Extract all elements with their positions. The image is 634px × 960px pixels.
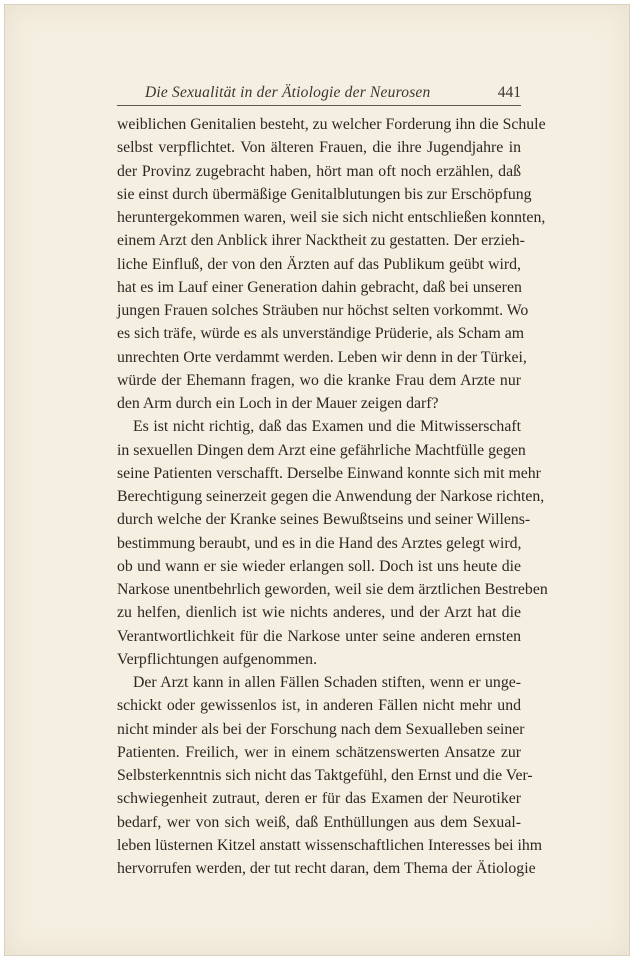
- text-line: hervorrufen werden, der tut recht daran, dem Thema der Ätiologie: [117, 860, 536, 877]
- text-line: Es ist nicht richtig, daß das Examen und die Mitwisserschaft: [133, 418, 521, 436]
- text-line: jungen Frauen solches Sträuben nur höchst selten vorkommt. Wo: [117, 302, 529, 319]
- text-line: schwiegenheit zutraut, deren er für das Examen der Neurotiker: [117, 790, 521, 808]
- body-text: [117, 113, 548, 880]
- page-number: 441: [497, 84, 521, 101]
- text-line: unrechten Orte verdammt werden. Leben wir denn in der Türkei,: [117, 348, 527, 366]
- text-line: zu helfen, dienlich ist wie nichts anderes, und der Arzt hat die: [117, 604, 521, 622]
- text-line: hat es im Lauf einer Generation dahin gebracht, daß bei unseren: [117, 278, 522, 296]
- text-line: Verantwortlichkeit für die Narkose unter seine anderen ernsten: [117, 627, 521, 645]
- text-line: es sich träfe, würde es als unverständige Prüderie, als Scham am: [117, 325, 525, 343]
- running-head: [117, 83, 521, 106]
- text-line: selbst verpflichtet. Von älteren Frauen, die ihre Jugendjahre in: [117, 139, 521, 157]
- text-line: würde der Ehemann fragen, wo die kranke Frau dem Arzte nur: [117, 371, 521, 389]
- text-line: durch welche der Kranke seines Bewußtseins und seiner Willens-: [117, 511, 531, 529]
- text-line: den Arm durch ein Loch in der Mauer zeigen darf?: [117, 395, 439, 412]
- text-line: in sexuellen Dingen dem Arzt eine gefährliche Machtfülle gegen: [117, 441, 526, 459]
- text-line: sie einst durch übermäßige Genitalblutungen bis zur Erschöpfung: [117, 185, 532, 203]
- text-line: Patienten. Freilich, wer in einem schätzenswerten Ansatze zur: [117, 743, 521, 761]
- text-line: Verpflichtungen aufgenommen.: [117, 650, 318, 668]
- text-line: heruntergekommen waren, weil sie sich nicht entschließen konnten,: [117, 209, 546, 226]
- text-line: bestimmung beraubt, und es in die Hand des Arztes gelegt wird,: [117, 534, 522, 552]
- text-line: der Provinz zugebracht haben, hört man oft noch erzählen, daß: [117, 162, 521, 180]
- text-line: weiblichen Genitalien besteht, zu welcher Forderung ihn die Schule: [117, 116, 546, 133]
- text-line: Der Arzt kann in allen Fällen Schaden stiften, wenn er unge-: [133, 674, 521, 691]
- text-line: Selbsterkenntnis sich nicht das Taktgefühl, den Ernst und die Ver-: [117, 767, 533, 784]
- running-head-title: Die Sexualität in der Ätiologie der Neurosen: [145, 84, 431, 101]
- text-line: liche Einfluß, der von den Ärzten auf das Publikum geübt wird,: [117, 255, 521, 273]
- text-line: leben lüsternen Kitzel anstatt wissenschaftlichen Interesses bei ihm: [117, 836, 543, 854]
- book-page: [4, 4, 630, 956]
- text-line: einem Arzt den Anblick ihrer Nacktheit zu gestatten. Der erzieh-: [117, 232, 525, 250]
- text-line: Berechtigung seinerzeit gegen die Anwendung der Narkose richten,: [117, 488, 545, 505]
- text-line: nicht minder als bei der Forschung nach dem Sexualleben seiner: [117, 720, 525, 738]
- text-line: Narkose unentbehrlich geworden, weil sie dem ärztlichen Bestreben: [117, 581, 548, 598]
- text-line: schickt oder gewissenlos ist, in anderen Fällen nicht mehr und: [117, 697, 521, 715]
- text-line: ob und wann er sie wieder erlangen soll. Doch ist uns heute die: [117, 557, 521, 575]
- text-line: bedarf, wer von sich weiß, daß Enthüllungen aus dem Sexual-: [117, 813, 521, 831]
- text-line: seine Patienten verschafft. Derselbe Einwand konnte sich mit mehr: [117, 464, 541, 482]
